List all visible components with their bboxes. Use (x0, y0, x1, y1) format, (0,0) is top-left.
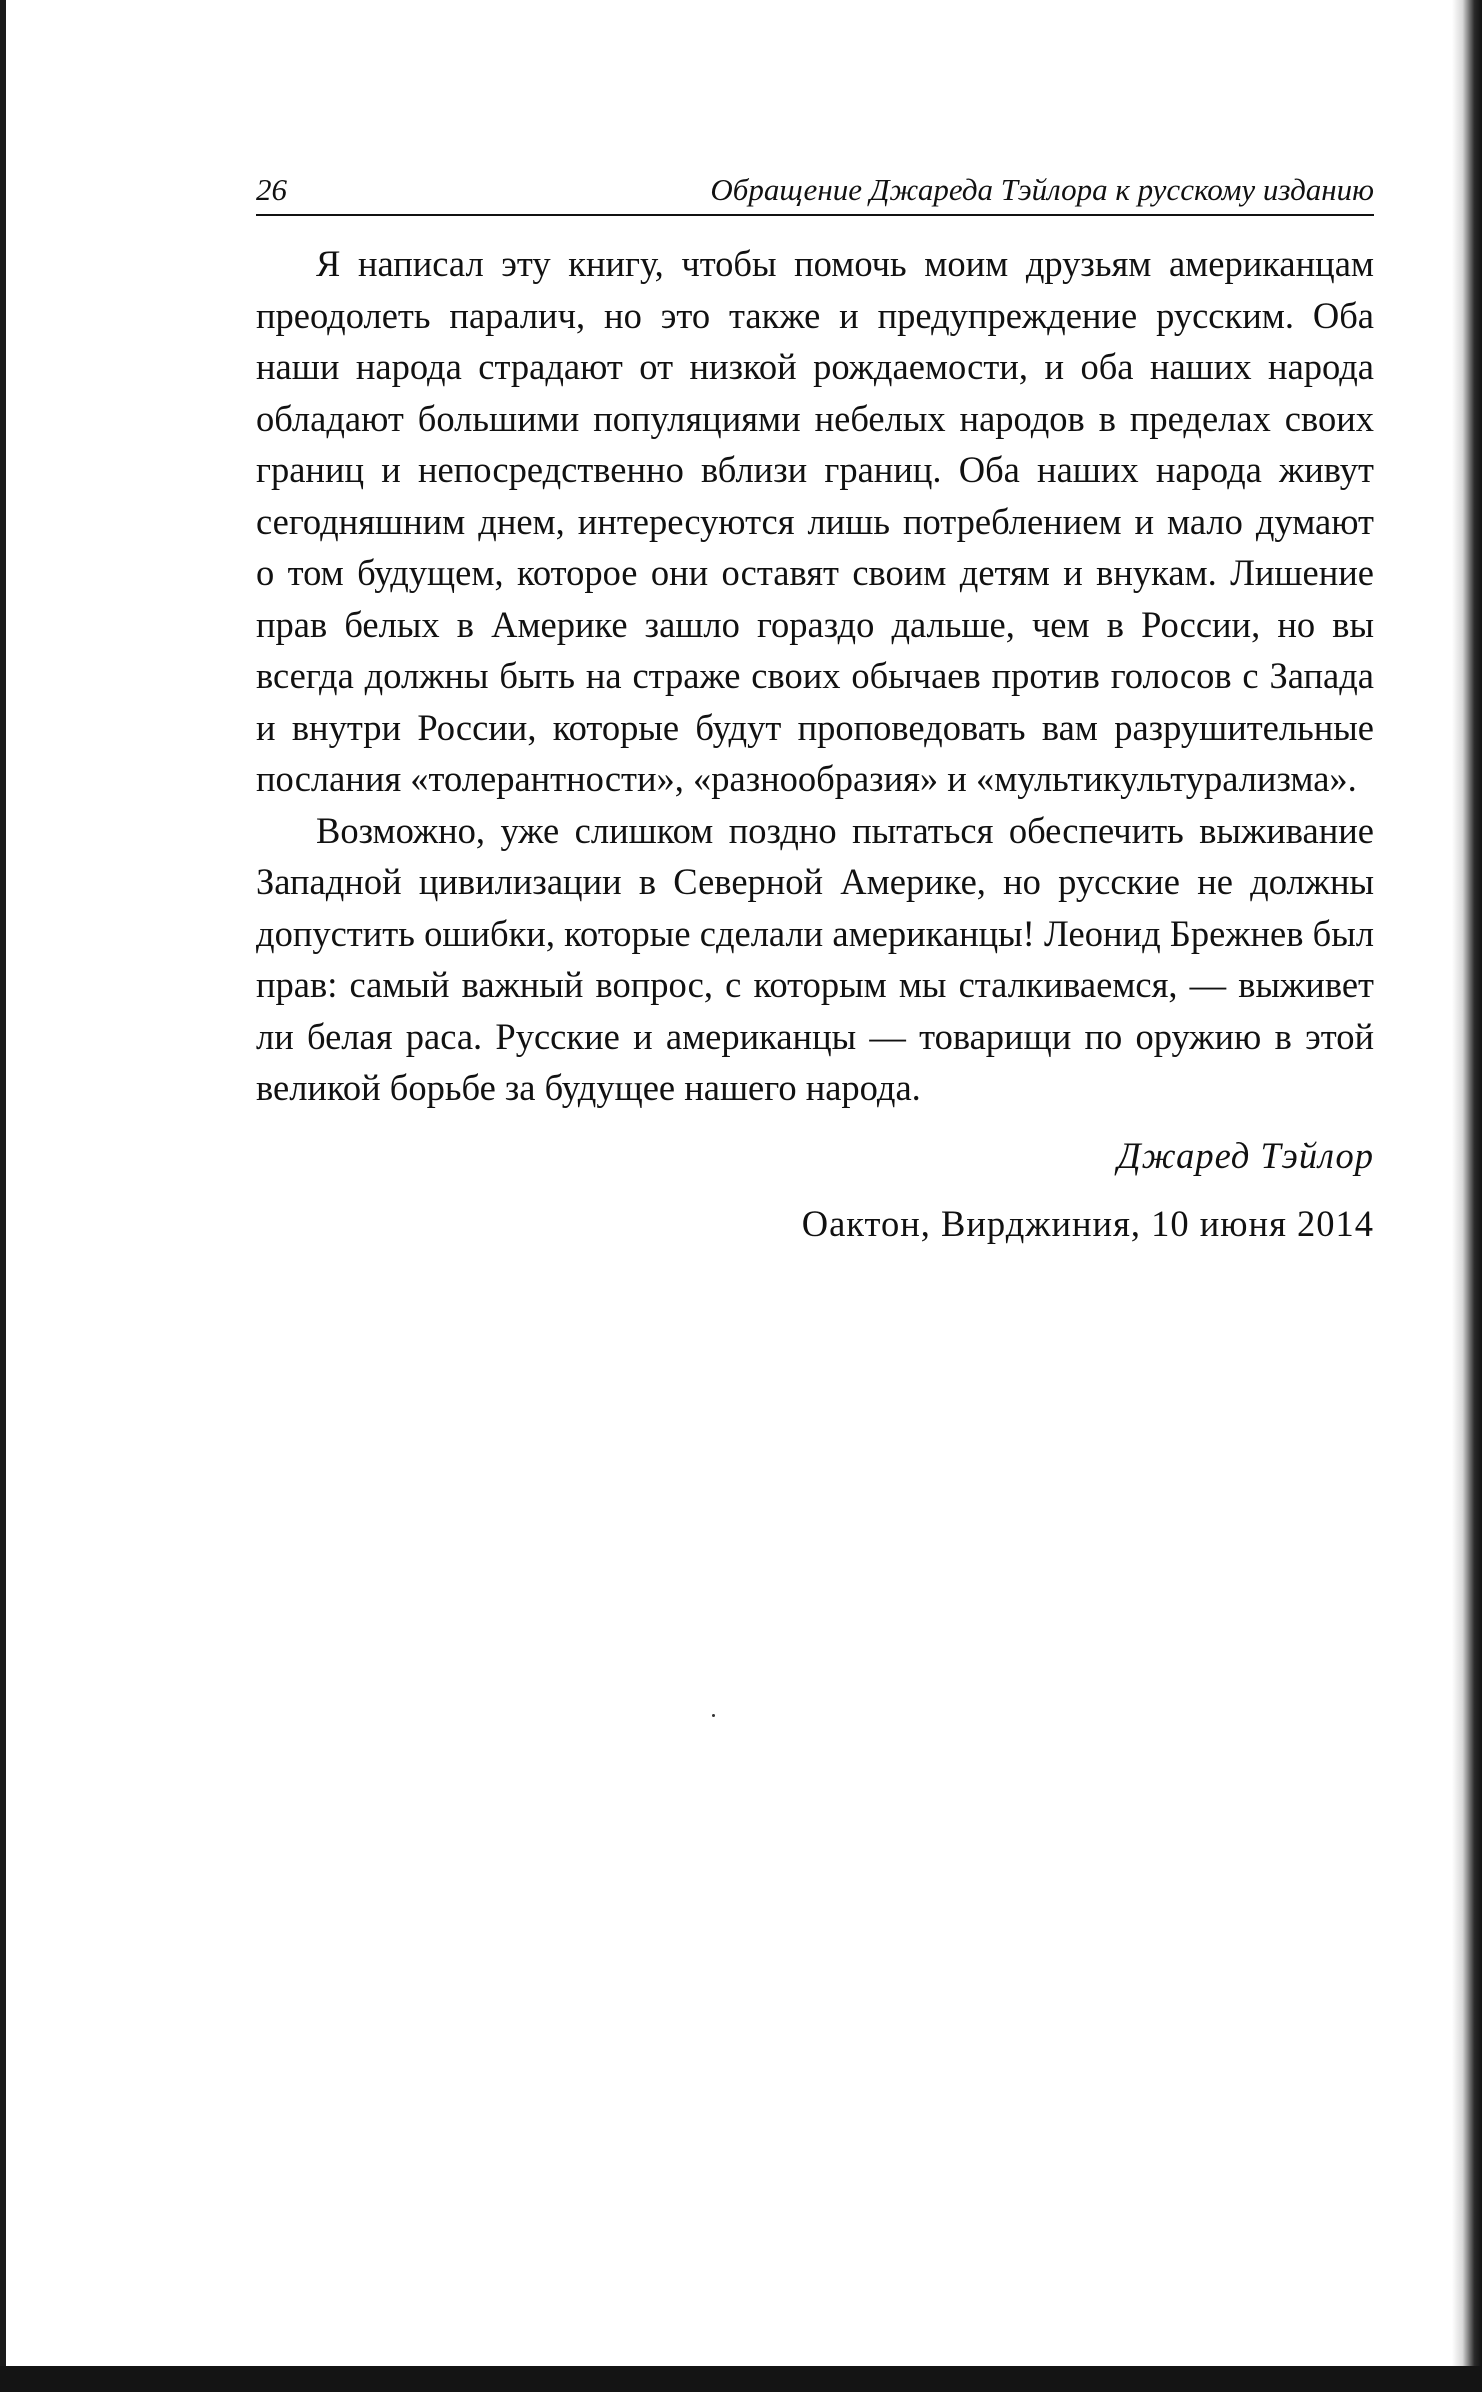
running-title: Обращение Джареда Тэйлора к русскому изданию (710, 172, 1374, 207)
scan-speck (712, 1714, 715, 1717)
place-and-date: Оактон, Вирджиния, 10 июня 2014 (801, 1202, 1374, 1244)
book-page (256, 170, 1374, 1252)
scan-border-bottom (0, 2366, 1482, 2392)
author-signature: Джаред Тэйлор (1117, 1134, 1374, 1176)
paragraph-2: Возможно, уже слишком поздно пытаться обеспечить выживание Западной цивилизации в Северной Америке, но русские не должны допустить ошибки, которые сделали американцы! Леонид Брежнев был прав: самый важный вопрос, с которым мы сталкиваемся, — выживет ли белая раса. Русские и американцы — товарищи по оружию в этой великой борьбе за будущее нашего народа. (256, 809, 1374, 1108)
page-number: 26 (256, 172, 287, 207)
body-text (256, 238, 1374, 1114)
paragraph-1: Я написал эту книгу, чтобы помочь моим друзьям американцам преодолеть паралич, но это также и предупреждение русским. Оба наши народа страдают от низкой рождаемости, и оба наших народа обладают большими популяциями небелых народов в пределах своих границ и непосредственно вблизи границ. Оба наших народа живут сегодняшним днем, интересуются лишь потреблением и мало думают о том будущем, которое они оставят своим детям и внукам. Лишение прав белых в Америке зашло гораздо дальше, чем в России, но вы всегда должны быть на страже своих обычаев против голосов с Запада и внутри России, которые будут проповедовать вам разрушительные послания «толерантности», «разнообразия» и «мультикультурализма». (256, 243, 1374, 799)
running-header (256, 170, 1374, 216)
scan-border-left (0, 0, 6, 2392)
scan-border-right (1452, 0, 1482, 2392)
